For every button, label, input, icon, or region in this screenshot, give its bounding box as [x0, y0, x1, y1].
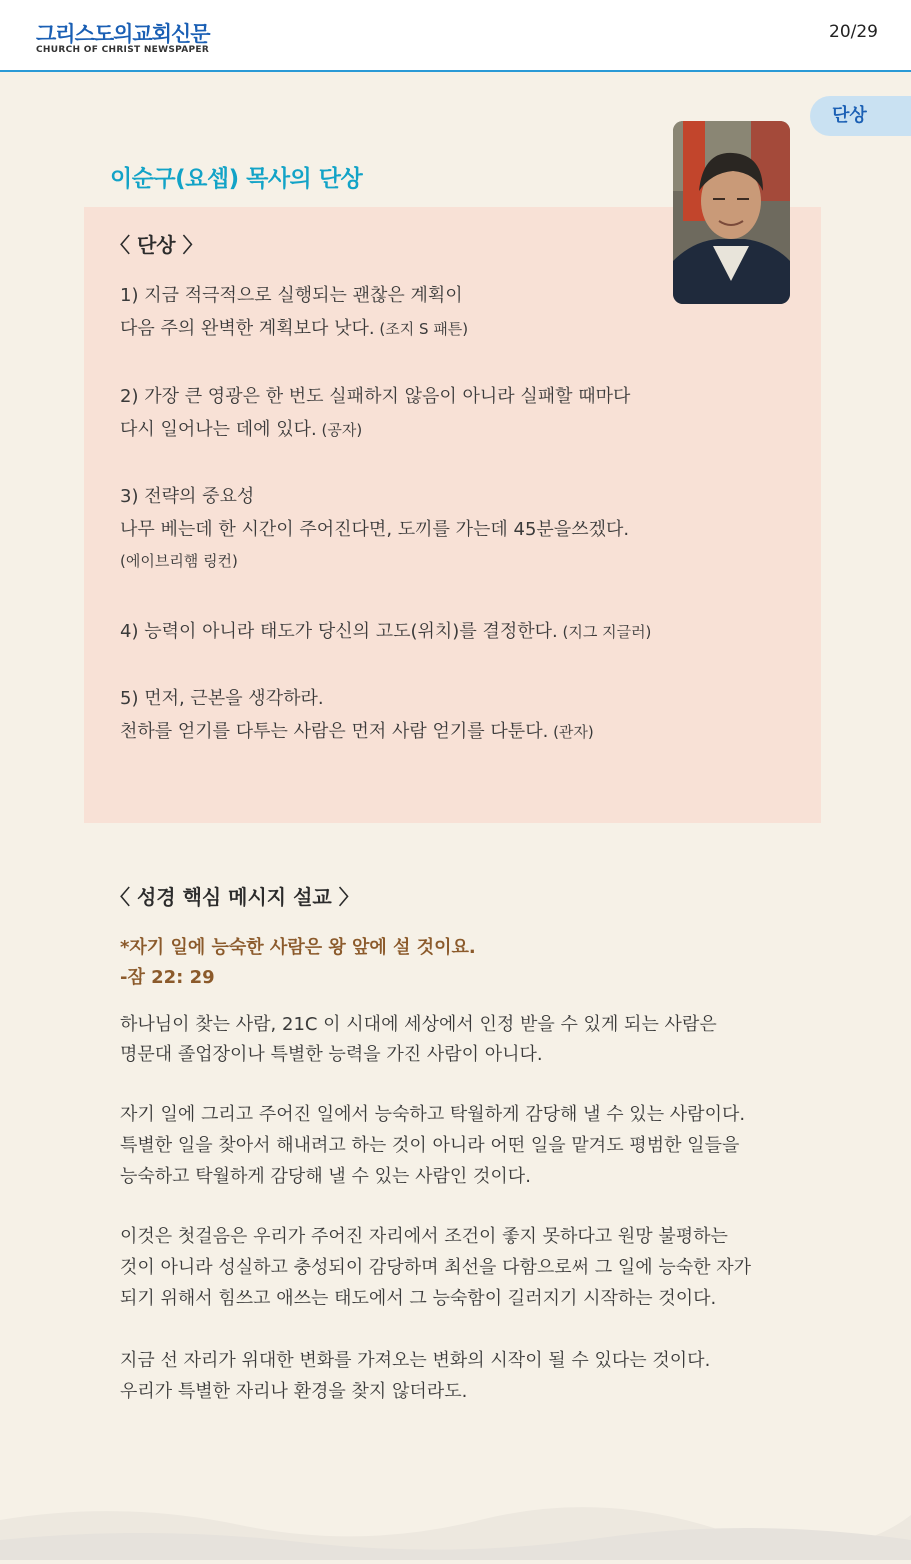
verse-text: *자기 일에 능숙한 사람은 왕 앞에 설 것이요. — [120, 937, 476, 958]
quotes-heading: 〈 단상 〉 — [110, 233, 203, 257]
quote-line: 2) 가장 큰 영광은 한 번도 실패하지 않음이 아니라 실패할 때마다 — [120, 386, 631, 407]
sermon-line: 특별한 일을 찾아서 해내려고 하는 것이 아니라 어떤 일을 맡겨도 평범한 일들을 — [120, 1135, 740, 1156]
quote-line: (에이브리햄 링컨) — [120, 552, 238, 570]
background-texture — [0, 1480, 911, 1560]
newspaper-logo-english: CHURCH OF CHRIST NEWSPAPER — [36, 45, 210, 55]
quote-line: 다음 주의 완벽한 계획보다 낫다. (조지 S 패튼) — [120, 318, 469, 339]
sermon-line: 것이 아니라 성실하고 충성되이 감당하며 최선을 다함으로써 그 일에 능숙한 자가 — [120, 1257, 752, 1278]
quote-line: 다시 일어나는 데에 있다. (공자) — [120, 419, 363, 440]
newspaper-logo: 그리스도의교회신문 — [36, 22, 210, 46]
quote-line: 5) 먼저, 근본을 생각하라. — [120, 688, 324, 709]
sermon-line: 명문대 졸업장이나 특별한 능력을 가진 사람이 아니다. — [120, 1044, 543, 1065]
sermon-line: 이것은 첫걸음은 우리가 주어진 자리에서 조건이 좋지 못하다고 원망 불평하는 — [120, 1226, 728, 1247]
section-title: 이순구(요셉) 목사의 단상 — [110, 166, 363, 192]
page-header — [0, 0, 911, 72]
verse-reference: -잠 22: 29 — [120, 967, 215, 988]
quote-line: 천하를 얻기를 다투는 사람은 먼저 사람 얻기를 다툰다. (관자) — [120, 721, 594, 742]
author-photo — [673, 121, 790, 304]
sermon-line: 자기 일에 그리고 주어진 일에서 능숙하고 탁월하게 감당해 낼 수 있는 사람이다. — [120, 1104, 746, 1125]
sermon-line: 되기 위해서 힘쓰고 애쓰는 태도에서 그 능숙함이 길러지기 시작하는 것이다. — [120, 1288, 717, 1309]
sermon-line: 지금 선 자리가 위대한 변화를 가져오는 변화의 시작이 될 수 있다는 것이다. — [120, 1350, 711, 1371]
sermon-line: 우리가 특별한 자리나 환경을 찾지 않더라도. — [120, 1381, 468, 1402]
quote-line: 4) 능력이 아니라 태도가 당신의 고도(위치)를 결정한다. (지그 지글러) — [120, 621, 652, 642]
sermon-line: 하나님이 찾는 사람, 21C 이 시대에 세상에서 인정 받을 수 있게 되는 사람은 — [120, 1014, 717, 1035]
section-tab: 단상 — [810, 96, 911, 136]
quote-line: 1) 지금 적극적으로 실행되는 괜찮은 계획이 — [120, 285, 463, 306]
quote-line: 3) 전략의 중요성 — [120, 486, 255, 507]
page-number: 20/29 — [829, 22, 878, 42]
sermon-heading: 〈 성경 핵심 메시지 설교 〉 — [110, 885, 359, 909]
sermon-line: 능숙하고 탁월하게 감당해 낼 수 있는 사람인 것이다. — [120, 1166, 531, 1187]
quote-line: 나무 베는데 한 시간이 주어진다면, 도끼를 가는데 45분을쓰겠다. — [120, 519, 630, 540]
